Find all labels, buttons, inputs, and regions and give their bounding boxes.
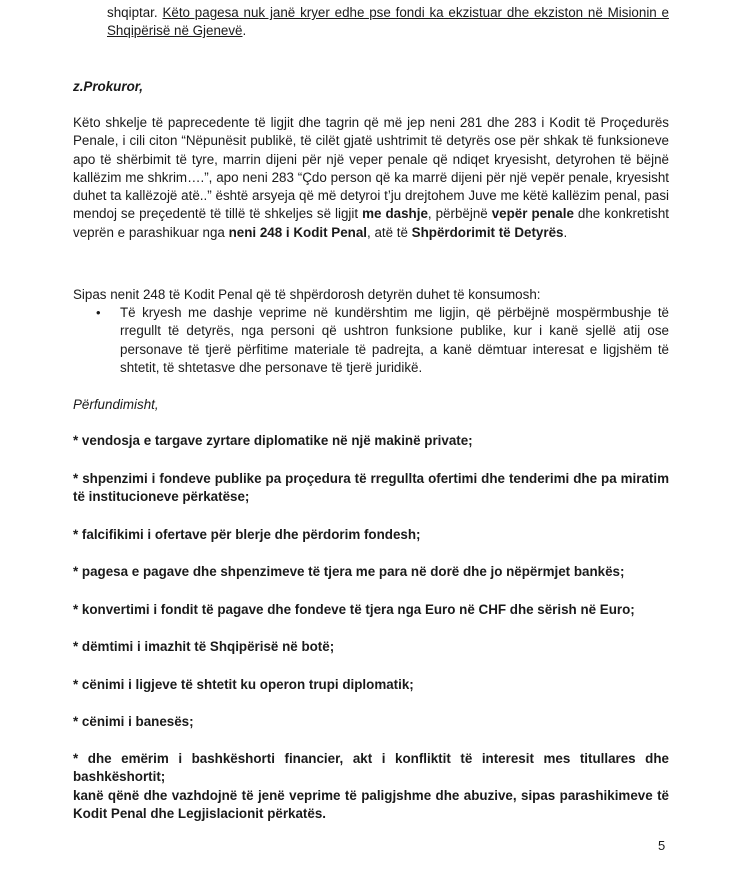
paragraph-text: dhe konkretisht veprën e parashikuar nga (73, 206, 669, 240)
conclusion-item: * cënimi i banesës; (73, 714, 194, 729)
conclusion-item: * cënimi i ligjeve të shtetit ku operon trupi diplomatik; (73, 677, 414, 692)
paragraph-text: Këto shkelje të paprecedente të ligjit dhe tagrin që më jep neni 281 dhe 283 i Kodit të Proçedurës Penale, i cili citon “Nëpunësit publikë, të cilët gjatë ushtrimit të detyrës ose për shkak të funksioneve apo të shërbimit të tyre, marrin dijeni për një veper penale që ndiqet kryesisht, detyrohen të bëjnë kallëzim me shkrim….”, apo neni 283 “Çdo person që ka marrë dijeni për një vepër penale, kryesisht duhet ta kallëzojë atë..” është arsyeja që më detyroi t’ju drejtohem Juve me këtë kallëzim penal, pasi mendoj se preçedentë të tillë të shkeljes së ligjit (73, 115, 669, 222)
intro-lead: shqiptar. (107, 5, 163, 20)
bold-term: Shpërdorimit të Detyrës (411, 224, 564, 240)
conclusion-heading (73, 396, 669, 414)
conclusion-item: * dhe emërim i bashkëshorti financier, akt i konfliktit të interesit mes titullares dhe bashkëshortit; (73, 751, 669, 785)
bold-term: neni 248 i Kodit Penal (228, 224, 367, 240)
bullet-item (96, 304, 669, 377)
bold-term: vepër penale (491, 206, 574, 222)
closing-statement: kanë qënë dhe vazhdojnë të jenë veprime të paligjshme dhe abuzive, sipas parashikimeve të Kodit Penal dhe Legjislacionit përkatës. (73, 788, 669, 822)
conclusion-heading-text: Përfundimisht, (73, 397, 159, 412)
underlined-statement: Këto pagesa nuk janë kryer edhe pse fondi ka ekzistuar dhe ekziston në Misionin e Shqipërisë në Gjenevë (107, 5, 669, 39)
conclusion-item: * falcifikimi i ofertave për blerje dhe përdorim fondesh; (73, 527, 421, 542)
salutation (73, 78, 669, 96)
intro-tail: . (242, 23, 247, 39)
bullet-icon: • (96, 305, 101, 320)
paragraph-text: . (563, 224, 568, 240)
conclusion-item: * dëmtimi i imazhit të Shqipërisë në botë; (73, 639, 335, 654)
conclusion-item: * pagesa e pagave dhe shpenzimeve të tjera me para në dorë dhe jo nëpërmjet bankës; (73, 564, 625, 579)
page-number: 5 (658, 838, 666, 853)
paragraph-text: , përbëjnë (427, 206, 492, 222)
paragraph-text: Sipas nenit 248 të Kodit Penal që të shpërdorosh detyrën duhet të konsumosh: (73, 287, 541, 302)
paragraph-legal-basis (73, 114, 669, 242)
bold-term: me dashje (362, 206, 428, 222)
paragraph-text: , atë të (367, 224, 412, 240)
intro-continuation (107, 4, 669, 41)
bullet-text: Të kryesh me dashje veprime në kundërshtim me ligjin, që përbëjnë mospërmbushje të rregullt të detyrës, nga personi që ushtron funksione publike, kur i kanë sjellë atij ose personave të tjerë përfitime materiale të padrejta, a kanë dëmtuar interesat e ligjshëm të shtetit, të shtetasve dhe personave të tjerë juridikë. (120, 305, 669, 375)
conclusion-item: * shpenzimi i fondeve publike pa proçedura të rregullta ofertimi dhe tenderimi dhe pa miratim të institucioneve përkatëse; (73, 471, 669, 505)
paragraph-article-248 (73, 286, 669, 304)
salutation-text: z.Prokuror, (73, 79, 143, 94)
conclusion-item: * konvertimi i fondit të pagave dhe fondeve të tjera nga Euro në CHF dhe sërish në Euro; (73, 602, 635, 617)
conclusion-item: * vendosja e targave zyrtare diplomatike në një makinë private; (73, 433, 473, 448)
